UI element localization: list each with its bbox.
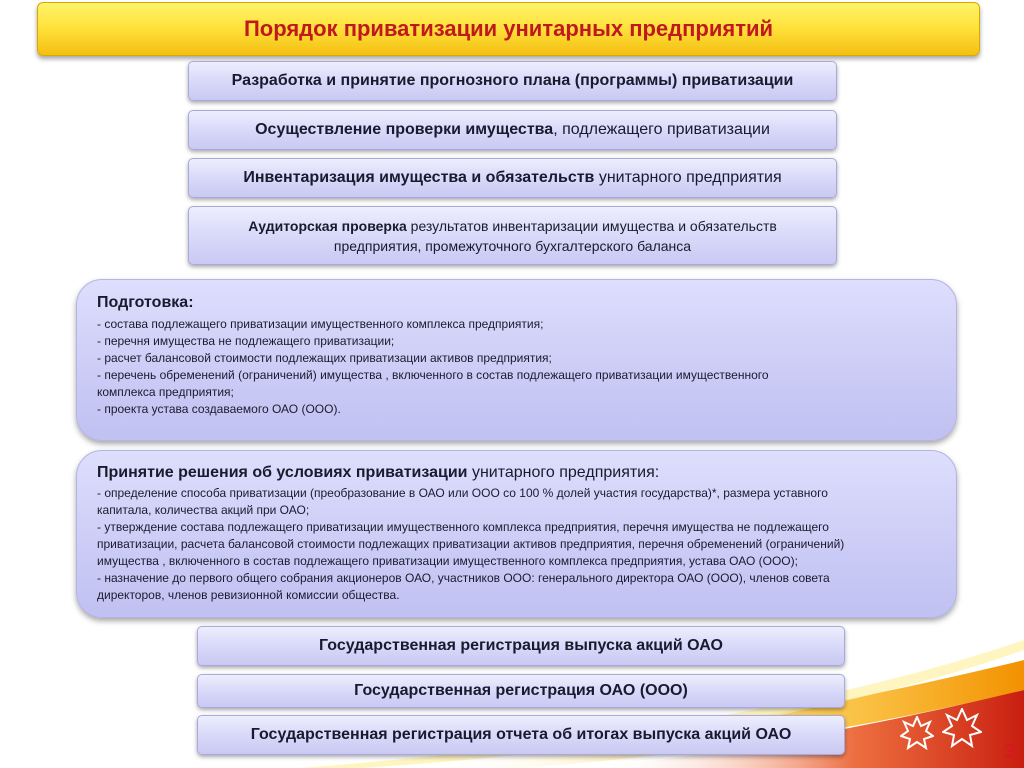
step-company-registration-text: Государственная регистрация ОАО (ООО) <box>354 682 688 699</box>
step-inventory <box>188 158 837 198</box>
step-forecast-plan-text: Разработка и принятие прогнозного плана (программы) приватизации <box>231 72 794 89</box>
page-title: Порядок приватизации унитарных предприятий <box>243 16 774 41</box>
step-report-registration <box>197 715 845 755</box>
decision-line: капитала, количества акций при ОАО; <box>97 503 310 517</box>
preparation-line: - проекта устава создаваемого ОАО (ООО). <box>97 402 341 416</box>
page-number: 3 <box>1004 741 1016 763</box>
star-burst-icon <box>942 708 982 748</box>
decision-line: - определение способа приватизации (преобразование в ОАО или ООО со 100 % долей участия государства)*, размера уставного <box>97 486 828 500</box>
decision-block <box>76 450 957 618</box>
step-audit-rest-2: предприятия, промежуточного бухгалтерского баланса <box>333 237 692 254</box>
star-burst-icon <box>900 716 934 750</box>
preparation-block <box>76 279 957 441</box>
step-audit-bold: Аудиторская проверка <box>248 217 407 234</box>
decision-heading-bold: Принятие решения об условиях приватизации <box>97 464 468 481</box>
decision-heading-rest: унитарного предприятия: <box>467 464 660 481</box>
decision-line: имущества , включенного в состав подлежащего приватизации имущественного комплекса предприятия, устава ОАО (ООО); <box>97 554 798 568</box>
preparation-line: - расчет балансовой стоимости подлежащих приватизации активов предприятия; <box>97 351 552 365</box>
decision-line: - утверждение состава подлежащего приватизации имущественного комплекса предприятия, перечня имущества не подлежащего <box>97 520 829 534</box>
decision-line: директоров, членов ревизионной комиссии общества. <box>97 588 400 602</box>
decision-line: приватизации, расчета балансовой стоимости подлежащих приватизации активов предприятия, перечня обременений (ограничений) <box>97 537 845 551</box>
decision-line: - назначение до первого общего собрания акционеров ОАО, участников ООО: генерального директора ОАО (ООО), членов совета <box>97 571 830 585</box>
preparation-line: - состава подлежащего приватизации имущественного комплекса предприятия; <box>97 317 544 331</box>
step-audit <box>188 206 837 265</box>
preparation-line: комплекса предприятия; <box>97 385 234 399</box>
step-company-registration <box>197 674 845 708</box>
step-share-issue-registration <box>197 626 845 666</box>
page-title-bar <box>37 2 980 56</box>
step-forecast-plan <box>188 61 837 101</box>
step-inventory-rest: унитарного предприятия <box>594 169 782 186</box>
step-property-check-bold: Осуществление проверки имущества <box>255 121 554 138</box>
step-audit-rest-1: результатов инвентаризации имущества и обязательств <box>406 217 777 234</box>
decision-heading <box>97 464 936 482</box>
preparation-heading: Подготовка: <box>97 294 194 311</box>
step-share-issue-registration-text: Государственная регистрация выпуска акций ОАО <box>319 637 723 654</box>
step-property-check <box>188 110 837 150</box>
preparation-line: - перечень обременений (ограничений) имущества , включенного в состав подлежащего приватизации имущественного <box>97 368 769 382</box>
preparation-line: - перечня имущества не подлежащего приватизации; <box>97 334 395 348</box>
step-property-check-rest: , подлежащего приватизации <box>553 121 770 138</box>
step-report-registration-text: Государственная регистрация отчета об итогах выпуска акций ОАО <box>250 726 792 743</box>
step-inventory-bold: Инвентаризация имущества и обязательств <box>243 169 595 186</box>
